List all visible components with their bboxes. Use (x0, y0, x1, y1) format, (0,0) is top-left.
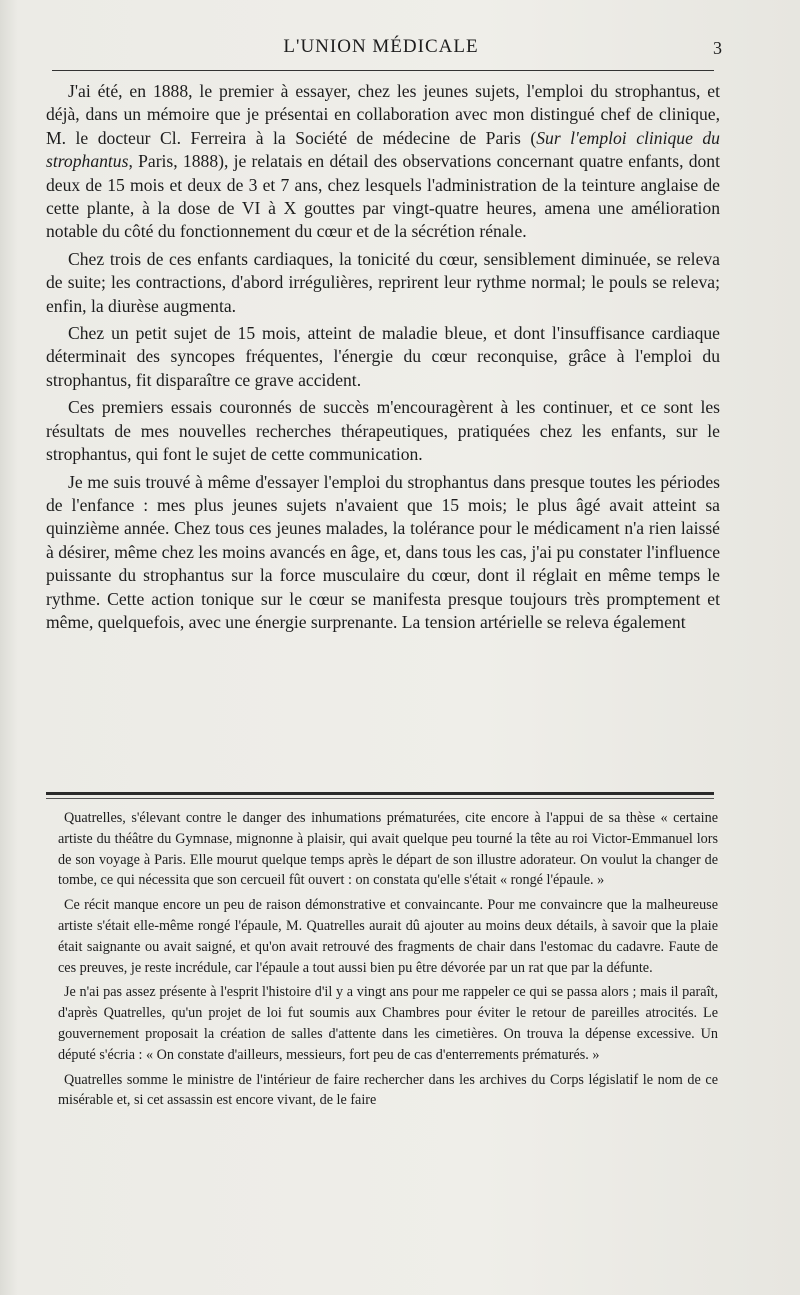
paragraph-2: Chez trois de ces enfants cardiaques, la tonicité du cœur, sensiblement diminuée, se releva de suite; les contractions, d'abord irrégulières, reprirent leur rythme normal; le pouls se releva; enfin, la diurèse augmenta. (46, 248, 720, 316)
running-header (48, 34, 722, 60)
paragraph-3: Chez un petit sujet de 15 mois, atteint de maladie bleue, et dont l'insuffisance cardiaque déterminait des syncopes fréquentes, l'énergie du cœur reconquise, grâce à l'emploi du strophantus, fit disparaître ce grave accident. (46, 323, 720, 390)
paragraph-5: Je me suis trouvé à même d'essayer l'emploi du strophantus dans presque toutes les périodes de l'enfance : mes plus jeunes sujets n'avaient que 15 mois; le plus âgé avait atteint sa quinzième année. Chez tous ces jeunes malades, la tolérance pour le médicament n'a rien laissé à désirer, même chez les moins avancés en âge, et, dans tous les cas, j'ai pu constater l'influence puissante du strophantus sur la force musculaire du cœur, dont il réglait en même temps le rythme. Cette action tonique sur le cœur se manifesta presque toujours très promptement et même, quelquefois, avec une énergie surprenante. La tension artérielle se releva également (46, 471, 720, 632)
paragraph-4: Ces premiers essais couronnés de succès m'encouragèrent à les continuer, et ce sont les résultats de mes nouvelles recherches thérapeutiques, pratiquées chez les enfants, sur le strophantus, qui font le sujet de cette communication. (46, 397, 720, 465)
header-rule (52, 70, 714, 71)
paragraph-1-end: , Paris, 1888), je relatais en détail des observations concernant quatre enfants, dont deux de 15 mois et deux de 3 et 7 ans, chez lesquels l'administration de la teinture anglaise de cette plante, à la dose de VI à X gouttes par vingt-quatre heures, amena une amélioration notable du côté du fonctionnement du cœur et de la sécrétion rénale. (46, 151, 720, 242)
paragraph-1 (46, 80, 720, 244)
footnote-3: Je n'ai pas assez présente à l'esprit l'histoire d'il y a vingt ans pour me rappeler ce qui se passa alors ; mais il paraît, d'après Quatrelles, qu'un projet de loi fut soumis aux Chambres pour éviter le retour de pareilles atrocités. Le gouvernement proposait la création de salles d'attente dans les cimetières. On trouva la dépense excessive. Un député s'écria : « On constate d'ailleurs, messieurs, fort peu de cas d'enterrements prématurés. » (58, 984, 718, 1063)
footnote-1: Quatrelles, s'élevant contre le danger des inhumations prématurées, cite encore à l'appui de sa thèse « certaine artiste du théâtre du Gymnase, mignonne à plaisir, qui avait quelque peu tourné la tête au roi Victor-Emmanuel lors de son voyage à Paris. Elle mourut quelque temps après le départ de son illustre adorateur. On voulut la changer de tombe, ce qui nécessita que son cercueil fût ouvert : on constata qu'elle s'était « rongé l'épaule. » (58, 810, 718, 889)
page-number: 3 (713, 38, 722, 58)
journal-title: L'UNION MÉDICALE (283, 36, 479, 57)
footnote-rule (46, 792, 714, 795)
footnote-rule-thin (46, 798, 714, 799)
footnote-4: Quatrelles somme le ministre de l'intérieur de faire rechercher dans les archives du Corps législatif le nom de ce misérable et, si cet assassin est encore vivant, de le faire (58, 1071, 718, 1109)
paragraph-1-start: J'ai été, en 1888, le premier à essayer, chez les jeunes sujets, l'emploi du strophantus, et déjà, dans un mémoire que je présentai en collaboration avec mon distingué chef de clinique, M. le docteur Cl. Ferreira à la Société de médecine de Paris ( (46, 81, 720, 148)
footnote-2: Ce récit manque encore un peu de raison démonstrative et convaincante. Pour me convaincre que la malheureuse artiste s'était elle-même rongé l'épaule, M. Quatrelles aurait dû ajouter au moins deux détails, à savoir que la plaie était saignante ou avait saigné, et qu'on avait retrouvé des fragments de chair dans l'estomac du cadavre. Faute de ces preuves, je reste incrédule, car l'épaule a tout aussi bien pu être dévorée par un rat que par la défunte. (58, 897, 718, 976)
main-text (46, 80, 720, 634)
cited-title: Sur l'emploi clinique du strophantus (46, 127, 720, 172)
footnotes (58, 808, 718, 1111)
